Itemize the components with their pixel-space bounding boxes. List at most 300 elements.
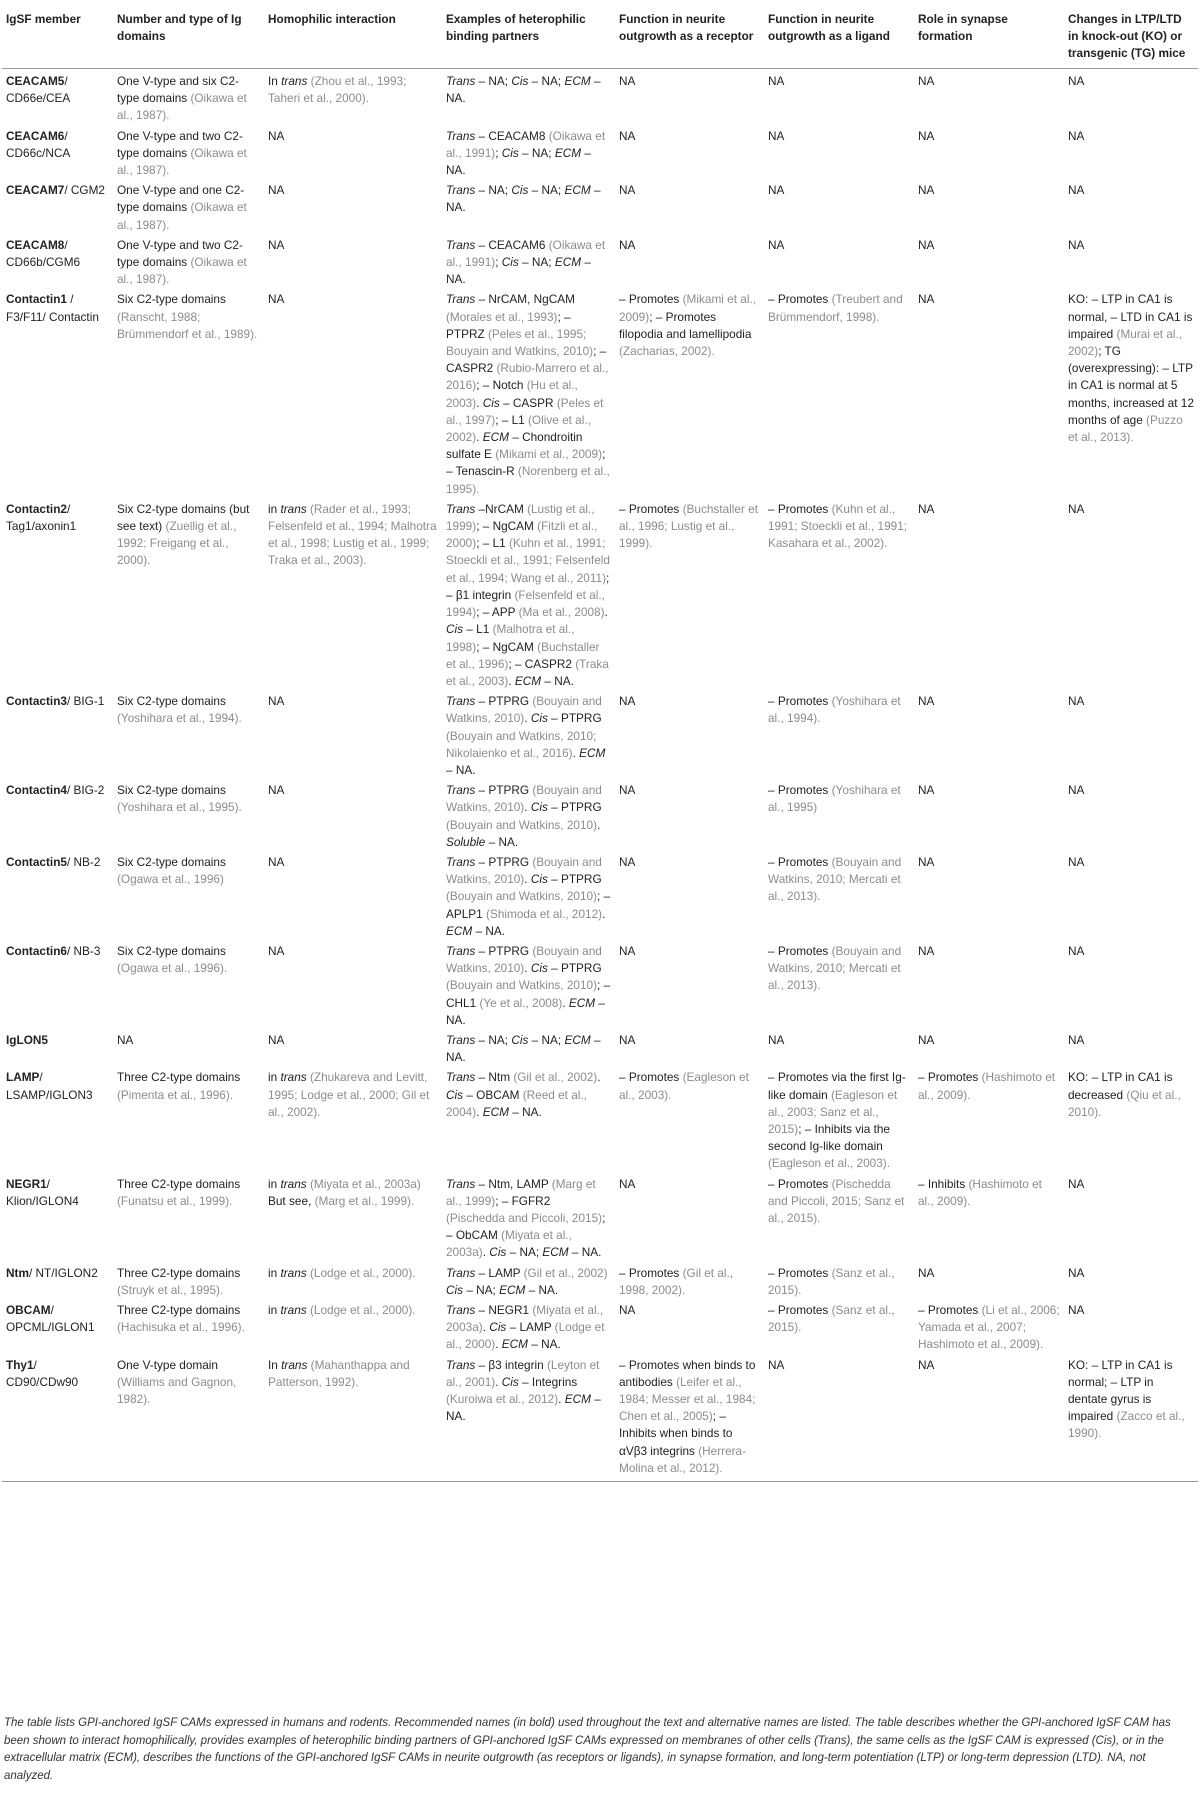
cell-text: –NrCAM — [475, 501, 528, 516]
cell-text: trans — [280, 1303, 307, 1318]
cell-text: – NA; — [475, 74, 512, 88]
cell-text: NA — [1068, 183, 1085, 198]
citation: (Mikami et al., 2009) — [619, 292, 757, 324]
table-row — [2, 181, 1198, 236]
cell-text: Trans — [446, 854, 476, 869]
table-cell — [1064, 1301, 1198, 1356]
cell-text: – NA; — [528, 1032, 565, 1047]
table-cell — [113, 181, 264, 236]
member-cell — [2, 1301, 113, 1356]
member-cell — [2, 1175, 113, 1264]
table-row — [2, 500, 1198, 692]
cell-text: Cis — [530, 961, 548, 976]
table-cell — [442, 1356, 615, 1482]
cell-text: In — [268, 1357, 282, 1372]
table-cell — [914, 181, 1064, 236]
table-cell — [615, 290, 764, 499]
cell-text: ; – β1 integrin — [446, 570, 610, 602]
member-cell — [2, 236, 113, 291]
cell-text: Trans — [446, 783, 476, 798]
table-cell — [442, 942, 615, 1031]
citation: (Mahanthappa and Patterson, 1992). — [268, 1357, 410, 1389]
table-cell — [914, 1264, 1064, 1301]
cell-text: NA — [918, 128, 935, 143]
citation: (Zacco et al., 1990). — [1068, 1409, 1185, 1441]
cell-text: ; – CASPR2 — [508, 656, 576, 671]
table-cell — [764, 236, 914, 291]
cell-text: ; – FGFR2 — [495, 1193, 551, 1208]
cell-text: ; — [495, 255, 502, 270]
cell-text: Six C2-type domains — [117, 943, 226, 958]
cell-text: NA — [768, 237, 785, 252]
cell-text: Cis — [530, 872, 548, 887]
member-name: Contactin5 — [6, 854, 67, 869]
table-cell — [1064, 1031, 1198, 1068]
cell-text: – NA. — [446, 255, 591, 287]
col-header-homophilic: Homophilic interaction — [264, 8, 442, 69]
citation: (Zacharias, 2002). — [619, 344, 715, 359]
cell-text: Cis — [511, 183, 529, 198]
citation: (Bouyain and Watkins, 2010) — [446, 943, 602, 976]
cell-text: – NA. — [525, 1282, 559, 1297]
table-row — [2, 1301, 1198, 1356]
cell-text: NA — [619, 183, 636, 198]
cell-text: ECM — [579, 745, 606, 760]
table-cell — [615, 500, 764, 692]
citation: (Olive et al., 2002) — [446, 412, 591, 445]
member-cell — [2, 1031, 113, 1068]
cell-text: – Integrins — [518, 1374, 578, 1389]
cell-text: Cis — [446, 1282, 464, 1297]
table-cell — [615, 1356, 764, 1482]
cell-text: – Promotes — [918, 1303, 982, 1318]
cell-text: One V-type and one C2-type domains — [117, 183, 245, 215]
table-cell — [764, 942, 914, 1031]
cell-text: Six C2-type domains — [117, 694, 226, 709]
cell-text: One V-type and six C2-type domains — [117, 74, 239, 106]
member-cell — [2, 290, 113, 499]
table-row — [2, 69, 1198, 127]
table-cell — [442, 69, 615, 127]
cell-text: . — [482, 1320, 490, 1335]
cell-text: – OBCAM — [463, 1087, 523, 1102]
table-cell — [615, 942, 764, 1031]
citation: (Oikawa et al., 1987). — [117, 91, 247, 123]
cell-text: NA — [918, 183, 935, 198]
cell-text: – Promotes — [768, 943, 832, 958]
cell-text: Trans — [446, 292, 476, 307]
citation: (Marg et al., 1999) — [446, 1176, 596, 1208]
member-alt-names: / CD66b/CGM6 — [6, 237, 81, 270]
table-cell — [264, 181, 442, 236]
cell-text: – NA. — [446, 145, 591, 178]
cell-text: – Inhibits — [918, 1176, 969, 1191]
table-cell — [113, 692, 264, 781]
table-cell — [264, 692, 442, 781]
cell-text: in — [268, 1265, 281, 1280]
citation: (Bouyain and Watkins, 2010) — [446, 783, 602, 815]
cell-text: KO: – LTP in CA1 is normal; – LTP in dentate gyrus is impaired — [1068, 1357, 1173, 1424]
cell-text: – NA; — [475, 183, 512, 198]
citation: (Yoshihara et al., 1994). — [768, 694, 901, 726]
cell-text: NA — [619, 694, 636, 709]
cell-text: ; – ObCAM — [446, 1211, 606, 1243]
cell-text: NA — [268, 854, 285, 869]
cell-text: – Chondroitin sulfate E — [446, 430, 583, 462]
member-cell — [2, 853, 113, 942]
citation: (Buchstaller et al., 1996; Lustig et al., 1999). — [619, 501, 759, 551]
citation: (Williams and Gagnon, 1982). — [117, 1374, 237, 1407]
citation: (Reed et al., 2004) — [446, 1087, 587, 1119]
cell-text: ECM — [499, 1282, 526, 1297]
table-cell — [914, 500, 1064, 692]
citation: (Pischedda and Piccoli, 2015; Sanz et al., 2015). — [768, 1176, 905, 1225]
table-cell — [1064, 236, 1198, 291]
citation: (Leifer et al., 1984; Messer et al., 1984; Chen et al., 2005) — [619, 1374, 756, 1424]
table-cell — [442, 692, 615, 781]
table-cell — [442, 1031, 615, 1068]
cell-text: – PTPRG — [547, 800, 602, 815]
member-name: Contactin1 — [6, 292, 67, 307]
cell-text: – NA. — [527, 1337, 561, 1352]
cell-text: NA — [1068, 1303, 1085, 1318]
cell-text: NA — [768, 128, 785, 143]
member-alt-names: / NB-3 — [66, 943, 101, 958]
cell-text: trans — [280, 501, 307, 516]
table-cell — [113, 500, 264, 692]
cell-text: NA — [619, 943, 636, 958]
cell-text: in — [268, 1303, 281, 1318]
table-row — [2, 853, 1198, 942]
table-cell — [264, 1068, 442, 1174]
member-name: CEACAM5 — [6, 74, 65, 88]
cell-text: – CEACAM6 — [475, 237, 549, 252]
member-alt-names: / BIG-2 — [66, 783, 105, 798]
cell-text: – Promotes — [619, 292, 683, 307]
member-name: CEACAM7 — [6, 183, 65, 198]
cell-text: in — [268, 1176, 281, 1191]
table-cell — [615, 236, 764, 291]
table-cell — [264, 290, 442, 499]
table-cell — [764, 1068, 914, 1174]
table-cell — [442, 853, 615, 942]
table-cell — [113, 1264, 264, 1301]
citation: (Pimenta et al., 1996). — [117, 1087, 234, 1102]
citation: (Li et al., 2006; Yamada et al., 2007; Hashimoto et al., 2009). — [918, 1303, 1060, 1352]
citation: (Funatsu et al., 1999). — [117, 1193, 233, 1208]
citation: (Zuellig et al., 1992; Freigang et al., 2000). — [117, 519, 237, 568]
citation: (Sanz et al., 2015). — [768, 1265, 895, 1297]
member-cell — [2, 692, 113, 781]
cell-text: Trans — [446, 943, 476, 958]
table-cell — [764, 181, 914, 236]
cell-text: trans — [281, 74, 308, 88]
citation: (Buchstaller et al., 1996) — [446, 639, 600, 671]
member-name: NEGR1 — [6, 1176, 47, 1191]
table-cell — [442, 1175, 615, 1264]
table-cell — [264, 1031, 442, 1068]
table-row — [2, 236, 1198, 291]
table-cell — [264, 127, 442, 182]
cell-text: ; – Notch — [476, 378, 527, 393]
cell-text: ECM — [482, 1104, 509, 1119]
cell-text: NA — [768, 183, 785, 198]
citation: (Oikawa et al., 1991) — [446, 128, 606, 160]
table-cell — [113, 781, 264, 853]
member-cell — [2, 1264, 113, 1301]
cell-text: – β3 integrin — [475, 1357, 547, 1372]
member-alt-names: / OPCML/IGLON1 — [6, 1303, 95, 1335]
cell-text: NA — [268, 292, 285, 307]
cell-text: ECM — [482, 430, 509, 445]
table-row — [2, 692, 1198, 781]
table-cell — [615, 127, 764, 182]
member-cell — [2, 781, 113, 853]
table-cell — [1064, 692, 1198, 781]
table-cell — [615, 853, 764, 942]
cell-text: ; – CASPR2 — [446, 344, 607, 376]
citation: (Yoshihara et al., 1995). — [117, 800, 242, 815]
cell-text: ; – NgCAM — [476, 519, 538, 534]
table-header — [2, 8, 1198, 69]
table-cell — [764, 500, 914, 692]
cell-text: ECM — [568, 995, 596, 1010]
citation: (Peles et al., 1997) — [446, 395, 604, 427]
member-alt-names: / LSAMP/IGLON3 — [6, 1070, 93, 1102]
cell-text: NA — [918, 501, 935, 516]
citation: (Hu et al., 2003) — [446, 378, 578, 410]
citation: (Morales et al., 1993) — [446, 309, 558, 324]
cell-text: ECM — [554, 145, 582, 160]
cell-text: – Promotes — [918, 1070, 982, 1085]
cell-text: . — [602, 906, 606, 921]
cell-text: Cis — [489, 1320, 507, 1335]
member-name: Contactin3 — [6, 694, 67, 709]
cell-text: ECM — [501, 1337, 528, 1352]
cell-text: NA — [1068, 943, 1085, 958]
citation: (Miyata et al., 2003a) — [446, 1303, 604, 1335]
cell-text: – NA. — [541, 673, 574, 688]
table-cell — [264, 1175, 442, 1264]
cell-text: NA — [918, 854, 935, 869]
cell-text: NA — [1068, 694, 1085, 709]
table-row — [2, 1068, 1198, 1174]
header-row — [2, 8, 1198, 69]
table-cell — [615, 1068, 764, 1174]
col-header-heterophilic: Examples of heterophilic binding partners — [442, 8, 615, 69]
table-cell — [264, 853, 442, 942]
cell-text: – NA; — [518, 255, 555, 270]
cell-text: NA — [619, 74, 636, 88]
table-cell — [615, 692, 764, 781]
citation: (Gil et al., 2002) — [513, 1070, 598, 1085]
cell-text: – NA. — [446, 74, 601, 106]
col-header-receptor: Function in neurite outgrowth as a receptor — [615, 8, 764, 69]
cell-text: But see, — [268, 1193, 315, 1208]
cell-text: Soluble — [446, 834, 486, 849]
member-alt-names: / CD90/CDw90 — [6, 1357, 79, 1389]
citation: (Bouyain and Watkins, 2010; Nikolaienko et al., 2016) — [446, 728, 597, 760]
cell-text: – NA; — [506, 1245, 543, 1260]
citation: (Treubert and Brümmendorf, 1998). — [768, 292, 903, 324]
cell-text: – NA. — [446, 1032, 601, 1065]
cell-text: NA — [1068, 1176, 1085, 1191]
citation: (Qiu et al., 2010). — [1068, 1087, 1181, 1119]
member-cell — [2, 1356, 113, 1482]
table-row — [2, 942, 1198, 1031]
member-name: Contactin2 — [6, 501, 67, 516]
table-cell — [264, 781, 442, 853]
table-cell — [914, 236, 1064, 291]
cell-text: . — [524, 961, 531, 976]
table-cell — [914, 1068, 1064, 1174]
cell-text: Cis — [482, 395, 500, 410]
table-cell — [442, 500, 615, 692]
citation: (Kuhn et al., 1991; Stoeckli et al., 1991; Kasahara et al., 2002). — [768, 501, 908, 551]
citation: (Bouyain and Watkins, 2010) — [446, 854, 602, 887]
cell-text: NA — [1068, 783, 1085, 798]
table-cell — [264, 942, 442, 1031]
cell-text: Trans — [446, 1070, 476, 1085]
cell-text: – NrCAM, NgCAM — [475, 292, 575, 307]
citation: (Murai et al., 2002) — [1068, 326, 1183, 359]
table-cell — [264, 1301, 442, 1356]
igsf-table — [2, 8, 1198, 1482]
cell-text: . — [476, 1104, 483, 1119]
cell-text: Cis — [511, 74, 529, 88]
table-cell — [1064, 181, 1198, 236]
cell-text: – NA. — [568, 1245, 602, 1260]
citation: (Oikawa et al., 1991) — [446, 237, 606, 270]
member-alt-names: / F3/F11/ Contactin — [6, 292, 99, 324]
citation: (Zhukareva and Levitt, 1995; Lodge et al., 2000; Gil et al., 2002). — [268, 1070, 430, 1119]
cell-text: NA — [918, 943, 935, 958]
citation: (Leyton et al., 2001) — [446, 1357, 600, 1389]
citation: (Ma et al., 2008) — [518, 605, 605, 620]
cell-text: Trans — [446, 183, 476, 198]
table-cell — [764, 853, 914, 942]
citation: (Traka et al., 2003) — [446, 656, 609, 688]
cell-text: . — [482, 1245, 490, 1260]
cell-text: . — [524, 711, 531, 726]
table-cell — [442, 181, 615, 236]
member-name: LAMP — [6, 1070, 40, 1085]
cell-text: – Promotes when binds to antibodies — [619, 1357, 756, 1389]
cell-text: . — [562, 995, 569, 1010]
cell-text: . — [572, 745, 580, 760]
cell-text: NA — [1068, 128, 1085, 143]
table-cell — [615, 181, 764, 236]
table-cell — [264, 1356, 442, 1482]
table-row — [2, 290, 1198, 499]
table-cell — [615, 781, 764, 853]
cell-text: NA — [918, 292, 935, 307]
table-cell — [764, 290, 914, 499]
cell-text: trans — [280, 1070, 307, 1085]
citation: (Bouyain and Watkins, 2010) — [446, 889, 598, 904]
cell-text: NA — [268, 694, 285, 709]
table-cell — [764, 1356, 914, 1482]
cell-text: NA — [918, 1357, 935, 1372]
cell-text: ; – PTPRZ — [446, 309, 571, 341]
col-header-synapse: Role in synapse formation — [914, 8, 1064, 69]
citation: (Shimoda et al., 2012) — [486, 906, 603, 921]
citation: (Ogawa et al., 1996). — [117, 961, 228, 976]
member-alt-names: / NT/IGLON2 — [28, 1265, 98, 1280]
member-cell — [2, 942, 113, 1031]
citation: (Struyk et al., 1995). — [117, 1282, 224, 1297]
cell-text: – NA; — [528, 183, 565, 198]
cell-text: NA — [768, 74, 785, 88]
cell-text: – NA; — [475, 1032, 512, 1047]
cell-text: Trans — [446, 694, 476, 709]
citation: (Oikawa et al., 1987). — [117, 145, 247, 178]
col-header-ltp-ltd: Changes in LTP/LTD in knock-out (KO) or transgenic (TG) mice — [1064, 8, 1198, 69]
cell-text: – NA. — [446, 1392, 601, 1424]
col-header-member: IgSF member — [2, 8, 113, 69]
cell-text: – LAMP — [506, 1320, 555, 1335]
cell-text: Trans — [446, 1303, 476, 1318]
cell-text: ECM — [554, 255, 582, 270]
cell-text: – NA. — [446, 995, 605, 1027]
member-cell — [2, 500, 113, 692]
table-cell — [1064, 1068, 1198, 1174]
citation: (Fitzli et al., 2000) — [446, 519, 598, 551]
cell-text: ; – Inhibits when binds to αVβ3 integrins — [619, 1409, 733, 1458]
citation: (Pischedda and Piccoli, 2015) — [446, 1211, 603, 1225]
cell-text: Six C2-type domains — [117, 292, 226, 307]
cell-text: NA — [619, 1303, 636, 1318]
table-row — [2, 1356, 1198, 1482]
cell-text: – NA. — [472, 923, 506, 938]
member-name: Contactin4 — [6, 783, 67, 798]
table-row — [2, 127, 1198, 182]
cell-text: NA — [918, 1032, 935, 1047]
cell-text: Cis — [446, 622, 464, 637]
table-cell — [615, 69, 764, 127]
table-cell — [113, 1068, 264, 1174]
cell-text: NA — [268, 943, 285, 958]
citation: (Hachisuka et al., 1996). — [117, 1320, 245, 1335]
cell-text: Trans — [446, 128, 476, 143]
cell-text: – LAMP — [475, 1265, 524, 1280]
cell-text: Cis — [489, 1245, 507, 1260]
cell-text: Cis — [501, 1374, 519, 1389]
cell-text: – PTPRG — [475, 694, 533, 709]
member-alt-names: / CGM2 — [64, 183, 105, 198]
cell-text: . — [597, 817, 601, 832]
cell-text: ; – Promotes filopodia and lamellipodia — [619, 309, 752, 341]
table-row — [2, 1031, 1198, 1068]
table-cell — [442, 1264, 615, 1301]
citation: (Zhou et al., 1993; Taheri et al., 2000). — [268, 74, 407, 106]
cell-text: – NA. — [446, 762, 476, 777]
cell-text: – Promotes — [768, 854, 832, 869]
citation: (Eagleson et al., 2003; Sanz et al., 2015) — [768, 1087, 898, 1136]
table-cell — [1064, 1356, 1198, 1482]
citation: (Oikawa et al., 1987). — [117, 255, 247, 287]
cell-text: . — [524, 800, 531, 815]
member-name: Contactin6 — [6, 943, 67, 958]
table-cell — [914, 692, 1064, 781]
cell-text: – Promotes — [768, 783, 832, 798]
table-cell — [615, 1031, 764, 1068]
cell-text: ; – NgCAM — [476, 639, 538, 654]
citation: (Yoshihara et al., 1994). — [117, 711, 242, 726]
cell-text: ECM — [564, 74, 591, 88]
citation: (Norenberg et al., 1995). — [446, 464, 610, 496]
citation: (Peles et al., 1995; Bouyain and Watkins, 2010) — [446, 326, 594, 359]
